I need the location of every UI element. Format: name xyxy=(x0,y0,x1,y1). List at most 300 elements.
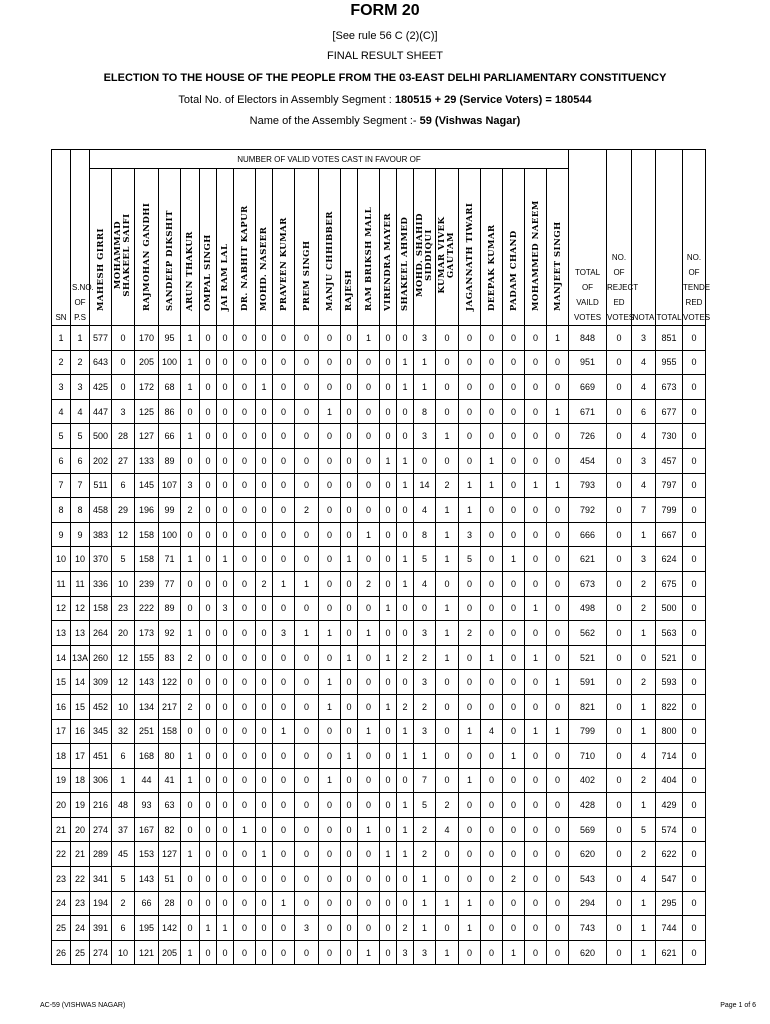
table-row xyxy=(52,867,706,892)
table-cell: 0 xyxy=(607,571,632,596)
table-cell: 0 xyxy=(319,719,341,744)
table-cell: 0 xyxy=(459,571,481,596)
table-cell: 0 xyxy=(273,375,295,400)
table-cell: 0 xyxy=(256,916,273,941)
table-cell: 1 xyxy=(397,375,414,400)
table-cell: 0 xyxy=(503,522,525,547)
table-cell: 0 xyxy=(234,768,256,793)
table-cell: 0 xyxy=(436,326,459,351)
table-cell: 0 xyxy=(525,940,547,965)
table-cell: 2 xyxy=(181,694,200,719)
table-cell: 12 xyxy=(112,522,135,547)
table-cell: 620 xyxy=(569,842,607,867)
table-cell: 0 xyxy=(683,719,706,744)
table-cell: 195 xyxy=(135,916,159,941)
table-cell: 2 xyxy=(632,670,656,695)
table-cell: 0 xyxy=(414,596,436,621)
candidate-header: MOHAMMED NAEEM xyxy=(525,169,547,326)
table-cell: 21 xyxy=(52,817,71,842)
table-cell: 1 xyxy=(181,547,200,572)
table-cell: 63 xyxy=(159,793,181,818)
rule-reference: [See rule 56 C (2)(C)] xyxy=(332,30,438,42)
table-cell: 0 xyxy=(547,596,569,621)
table-cell: 155 xyxy=(135,645,159,670)
table-cell: 170 xyxy=(135,326,159,351)
table-cell: 1 xyxy=(436,891,459,916)
table-cell: 345 xyxy=(90,719,112,744)
table-cell: 0 xyxy=(217,744,234,769)
table-cell: 0 xyxy=(200,793,217,818)
table-cell: 0 xyxy=(436,670,459,695)
table-cell: 0 xyxy=(607,793,632,818)
table-cell: 3 xyxy=(632,448,656,473)
table-cell: 0 xyxy=(503,424,525,449)
table-cell: 0 xyxy=(273,694,295,719)
table-row xyxy=(52,522,706,547)
table-cell: 8 xyxy=(52,498,71,523)
table-cell: 4 xyxy=(632,744,656,769)
table-cell: 2 xyxy=(632,571,656,596)
table-cell: 1 xyxy=(273,571,295,596)
table-cell: 14 xyxy=(414,473,436,498)
table-cell: 5 xyxy=(632,817,656,842)
table-cell: 0 xyxy=(295,448,319,473)
table-cell: 1 xyxy=(397,842,414,867)
table-cell: 1 xyxy=(341,645,358,670)
table-cell: 3 xyxy=(414,670,436,695)
table-cell: 274 xyxy=(90,940,112,965)
table-cell: 457 xyxy=(656,448,683,473)
table-cell: 0 xyxy=(607,670,632,695)
table-cell: 0 xyxy=(436,694,459,719)
table-cell: 0 xyxy=(295,522,319,547)
table-cell: 0 xyxy=(295,817,319,842)
table-cell: 0 xyxy=(683,375,706,400)
table-cell: 0 xyxy=(607,424,632,449)
table-cell: 0 xyxy=(181,867,200,892)
table-cell: 0 xyxy=(525,867,547,892)
table-cell: 0 xyxy=(607,719,632,744)
table-cell: 0 xyxy=(256,448,273,473)
table-cell: 99 xyxy=(159,498,181,523)
candidate-header: PRAVEEN KUMAR xyxy=(273,169,295,326)
table-cell: 0 xyxy=(256,547,273,572)
table-cell: 6 xyxy=(112,744,135,769)
table-cell: 0 xyxy=(200,842,217,867)
table-cell: 0 xyxy=(256,596,273,621)
table-cell: 1 xyxy=(414,350,436,375)
table-cell: 134 xyxy=(135,694,159,719)
table-cell: 0 xyxy=(341,448,358,473)
table-cell: 955 xyxy=(656,350,683,375)
table-cell: 0 xyxy=(683,817,706,842)
table-cell: 2 xyxy=(181,645,200,670)
table-cell: 2 xyxy=(503,867,525,892)
table-cell: 1 xyxy=(436,522,459,547)
table-cell: 799 xyxy=(656,498,683,523)
table-cell: 0 xyxy=(256,399,273,424)
table-cell: 1 xyxy=(358,522,380,547)
table-cell: 671 xyxy=(569,399,607,424)
table-cell: 0 xyxy=(200,719,217,744)
table-cell: 743 xyxy=(569,916,607,941)
table-cell: 0 xyxy=(341,719,358,744)
table-cell: 0 xyxy=(234,645,256,670)
table-cell: 0 xyxy=(319,596,341,621)
table-cell: 0 xyxy=(397,768,414,793)
table-cell: 93 xyxy=(135,793,159,818)
table-cell: 0 xyxy=(397,621,414,646)
candidate-header: RAM BRIKSH MALL xyxy=(358,169,380,326)
table-cell: 0 xyxy=(380,891,397,916)
table-cell: 0 xyxy=(397,424,414,449)
table-cell: 0 xyxy=(319,498,341,523)
table-cell: 1 xyxy=(256,842,273,867)
sno-ps-header: S.NO. OF P.S xyxy=(71,150,90,326)
table-cell: 11 xyxy=(52,571,71,596)
table-cell: 0 xyxy=(295,596,319,621)
table-cell: 8 xyxy=(414,522,436,547)
table-cell: 0 xyxy=(234,670,256,695)
table-cell: 0 xyxy=(607,891,632,916)
table-cell: 0 xyxy=(481,399,503,424)
table-cell: 145 xyxy=(135,473,159,498)
table-cell: 1 xyxy=(414,375,436,400)
table-cell: 0 xyxy=(341,498,358,523)
table-cell: 0 xyxy=(607,694,632,719)
table-cell: 0 xyxy=(436,448,459,473)
table-cell: 800 xyxy=(656,719,683,744)
table-cell: 2 xyxy=(397,645,414,670)
table-cell: 0 xyxy=(217,350,234,375)
table-cell: 0 xyxy=(273,522,295,547)
table-cell: 0 xyxy=(358,424,380,449)
table-cell: 0 xyxy=(234,793,256,818)
table-cell: 797 xyxy=(656,473,683,498)
table-cell: 0 xyxy=(200,571,217,596)
table-cell: 793 xyxy=(569,473,607,498)
table-cell: 0 xyxy=(295,842,319,867)
table-cell: 451 xyxy=(90,744,112,769)
table-cell: 0 xyxy=(607,842,632,867)
table-cell: 0 xyxy=(397,670,414,695)
table-cell: 0 xyxy=(380,744,397,769)
candidate-header: RAJESH xyxy=(341,169,358,326)
segment-label: Name of the Assembly Segment :- xyxy=(249,115,420,127)
table-row xyxy=(52,473,706,498)
table-cell: 0 xyxy=(525,817,547,842)
table-cell: 0 xyxy=(234,326,256,351)
table-cell: 0 xyxy=(525,670,547,695)
table-cell: 0 xyxy=(181,399,200,424)
table-cell: 0 xyxy=(547,498,569,523)
table-cell: 0 xyxy=(358,768,380,793)
table-cell: 0 xyxy=(273,326,295,351)
table-cell: 0 xyxy=(181,817,200,842)
segment-line xyxy=(0,115,770,127)
table-cell: 4 xyxy=(414,571,436,596)
table-cell: 0 xyxy=(341,473,358,498)
table-cell: 0 xyxy=(256,350,273,375)
tendered-header: NO. OF TENDE RED VOTES xyxy=(683,150,706,326)
table-cell: 0 xyxy=(181,793,200,818)
table-cell: 0 xyxy=(319,571,341,596)
table-cell: 3 xyxy=(632,547,656,572)
table-cell: 289 xyxy=(90,842,112,867)
table-cell: 0 xyxy=(683,399,706,424)
table-cell: 458 xyxy=(90,498,112,523)
table-cell: 0 xyxy=(503,498,525,523)
table-cell: 0 xyxy=(200,621,217,646)
table-cell: 0 xyxy=(525,375,547,400)
table-cell: 0 xyxy=(683,940,706,965)
table-cell: 0 xyxy=(607,916,632,941)
table-cell: 4 xyxy=(632,473,656,498)
table-cell: 0 xyxy=(217,375,234,400)
table-cell: 1 xyxy=(273,719,295,744)
table-cell: 0 xyxy=(200,522,217,547)
table-cell: 0 xyxy=(683,793,706,818)
table-cell: 341 xyxy=(90,867,112,892)
table-cell: 0 xyxy=(181,719,200,744)
table-cell: 3 xyxy=(459,522,481,547)
table-cell: 0 xyxy=(436,867,459,892)
candidate-header: MOHD. SHAHID SIDDIQUI xyxy=(414,169,436,326)
table-cell: 0 xyxy=(547,694,569,719)
table-cell: 0 xyxy=(503,596,525,621)
table-cell: 0 xyxy=(481,424,503,449)
table-cell: 0 xyxy=(481,916,503,941)
table-cell: 336 xyxy=(90,571,112,596)
table-cell: 3 xyxy=(273,621,295,646)
table-cell: 666 xyxy=(569,522,607,547)
table-cell: 295 xyxy=(656,891,683,916)
table-cell: 0 xyxy=(380,940,397,965)
candidate-header: PADAM CHAND xyxy=(503,169,525,326)
table-cell: 0 xyxy=(607,940,632,965)
table-cell: 0 xyxy=(319,547,341,572)
table-cell: 2 xyxy=(112,891,135,916)
table-cell: 0 xyxy=(200,473,217,498)
table-cell: 0 xyxy=(256,621,273,646)
table-cell: 429 xyxy=(656,793,683,818)
table-cell: 0 xyxy=(683,842,706,867)
table-cell: 1 xyxy=(525,596,547,621)
candidate-header: ARUN THAKUR xyxy=(181,169,200,326)
table-cell: 0 xyxy=(607,744,632,769)
table-cell: 92 xyxy=(159,621,181,646)
table-cell: 0 xyxy=(459,867,481,892)
table-cell: 0 xyxy=(380,473,397,498)
electors-value: 180515 + 29 (Service Voters) = 180544 xyxy=(394,94,592,106)
table-cell: 1 xyxy=(341,744,358,769)
table-cell: 260 xyxy=(90,645,112,670)
table-cell: 799 xyxy=(569,719,607,744)
table-cell: 0 xyxy=(217,522,234,547)
table-cell: 0 xyxy=(273,744,295,769)
table-cell: 0 xyxy=(607,350,632,375)
table-cell: 1 xyxy=(181,744,200,769)
table-cell: 0 xyxy=(295,768,319,793)
table-cell: 1 xyxy=(295,571,319,596)
table-cell: 3 xyxy=(181,473,200,498)
table-cell: 0 xyxy=(397,867,414,892)
table-cell: 0 xyxy=(234,547,256,572)
table-row xyxy=(52,694,706,719)
table-cell: 3 xyxy=(112,399,135,424)
table-cell: 0 xyxy=(200,768,217,793)
table-cell: 23 xyxy=(52,867,71,892)
table-cell: 0 xyxy=(200,891,217,916)
table-cell: 0 xyxy=(295,670,319,695)
table-cell: 0 xyxy=(200,326,217,351)
candidate-header: MANJEET SINGH xyxy=(547,169,569,326)
table-cell: 0 xyxy=(358,891,380,916)
table-cell: 0 xyxy=(547,867,569,892)
table-cell: 0 xyxy=(607,621,632,646)
table-cell: 0 xyxy=(503,350,525,375)
table-cell: 0 xyxy=(607,448,632,473)
candidate-header: JAGANNATH TIWARI xyxy=(459,169,481,326)
table-cell: 0 xyxy=(273,867,295,892)
table-cell: 0 xyxy=(234,867,256,892)
table-cell: 1 xyxy=(632,793,656,818)
table-cell: 0 xyxy=(234,498,256,523)
table-cell: 0 xyxy=(607,326,632,351)
table-cell: 370 xyxy=(90,547,112,572)
table-cell: 0 xyxy=(341,867,358,892)
table-cell: 25 xyxy=(71,940,90,965)
table-cell: 0 xyxy=(217,571,234,596)
table-cell: 0 xyxy=(525,793,547,818)
table-cell: 1 xyxy=(632,719,656,744)
table-cell: 0 xyxy=(525,694,547,719)
table-cell: 5 xyxy=(71,424,90,449)
table-cell: 0 xyxy=(547,940,569,965)
candidate-header: MOHD. NASEER xyxy=(256,169,273,326)
table-cell: 4 xyxy=(632,867,656,892)
table-cell: 68 xyxy=(159,375,181,400)
table-cell: 86 xyxy=(159,399,181,424)
table-row xyxy=(52,448,706,473)
table-cell: 0 xyxy=(295,719,319,744)
table-cell: 0 xyxy=(273,399,295,424)
table-cell: 0 xyxy=(459,645,481,670)
table-cell: 0 xyxy=(525,842,547,867)
table-cell: 1 xyxy=(547,473,569,498)
table-cell: 11 xyxy=(71,571,90,596)
table-cell: 0 xyxy=(319,448,341,473)
table-cell: 0 xyxy=(319,473,341,498)
table-cell: 205 xyxy=(135,350,159,375)
table-cell: 0 xyxy=(607,399,632,424)
table-cell: 0 xyxy=(607,867,632,892)
table-cell: 0 xyxy=(380,326,397,351)
table-cell: 1 xyxy=(632,621,656,646)
table-cell: 0 xyxy=(358,473,380,498)
table-cell: 0 xyxy=(481,817,503,842)
table-cell: 1 xyxy=(256,375,273,400)
table-cell: 24 xyxy=(71,916,90,941)
table-cell: 0 xyxy=(547,547,569,572)
table-row xyxy=(52,916,706,941)
table-cell: 1 xyxy=(414,891,436,916)
table-cell: 0 xyxy=(481,326,503,351)
table-cell: 0 xyxy=(217,842,234,867)
table-cell: 0 xyxy=(503,817,525,842)
table-cell: 0 xyxy=(607,547,632,572)
table-cell: 0 xyxy=(319,940,341,965)
table-cell: 0 xyxy=(380,867,397,892)
table-cell: 1 xyxy=(319,768,341,793)
table-cell: 425 xyxy=(90,375,112,400)
table-cell: 0 xyxy=(481,744,503,769)
table-row xyxy=(52,670,706,695)
table-cell: 1 xyxy=(436,940,459,965)
table-cell: 0 xyxy=(319,350,341,375)
table-cell: 0 xyxy=(459,448,481,473)
table-cell: 0 xyxy=(358,694,380,719)
table-cell: 0 xyxy=(319,842,341,867)
table-cell: 18 xyxy=(52,744,71,769)
table-row xyxy=(52,842,706,867)
result-table xyxy=(51,149,711,965)
table-cell: 0 xyxy=(607,522,632,547)
table-cell: 3 xyxy=(414,940,436,965)
candidate-header: MANJU CHHIBBER xyxy=(319,169,341,326)
table-cell: 792 xyxy=(569,498,607,523)
table-cell: 1 xyxy=(547,670,569,695)
table-cell: 569 xyxy=(569,817,607,842)
candidate-header: MAHESH GIRRI xyxy=(90,169,112,326)
electors-label: Total No. of Electors in Assembly Segment : xyxy=(178,94,395,106)
table-cell: 0 xyxy=(234,842,256,867)
table-cell: 3 xyxy=(414,326,436,351)
table-cell: 51 xyxy=(159,867,181,892)
table-cell: 3 xyxy=(295,916,319,941)
table-cell: 2 xyxy=(414,817,436,842)
table-cell: 1 xyxy=(632,891,656,916)
table-cell: 0 xyxy=(256,645,273,670)
table-cell: 202 xyxy=(90,448,112,473)
table-cell: 0 xyxy=(341,621,358,646)
table-cell: 0 xyxy=(436,916,459,941)
table-cell: 222 xyxy=(135,596,159,621)
table-cell: 0 xyxy=(256,522,273,547)
table-cell: 1 xyxy=(632,940,656,965)
table-cell: 158 xyxy=(135,547,159,572)
table-cell: 1 xyxy=(397,547,414,572)
table-cell: 0 xyxy=(234,375,256,400)
table-cell: 0 xyxy=(503,793,525,818)
table-cell: 19 xyxy=(71,793,90,818)
table-cell: 0 xyxy=(358,744,380,769)
table-cell: 402 xyxy=(569,768,607,793)
table-cell: 0 xyxy=(547,645,569,670)
table-cell: 16 xyxy=(52,694,71,719)
table-cell: 0 xyxy=(234,719,256,744)
table-cell: 194 xyxy=(90,891,112,916)
table-cell: 13 xyxy=(71,621,90,646)
table-cell: 0 xyxy=(547,448,569,473)
table-row xyxy=(52,768,706,793)
table-cell: 95 xyxy=(159,326,181,351)
table-cell: 3 xyxy=(52,375,71,400)
table-cell: 1 xyxy=(547,399,569,424)
table-cell: 0 xyxy=(358,793,380,818)
table-cell: 294 xyxy=(569,891,607,916)
table-cell: 0 xyxy=(547,793,569,818)
